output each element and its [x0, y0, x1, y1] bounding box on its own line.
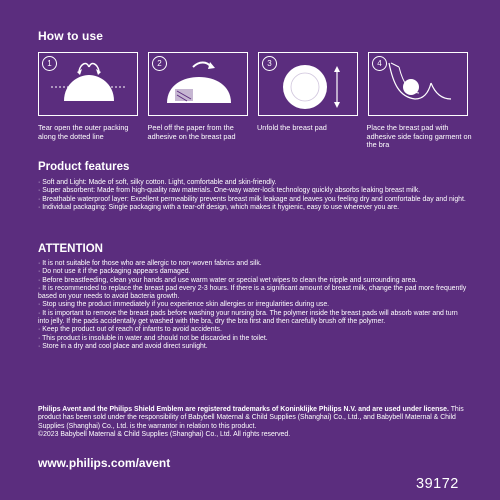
attention-item: · It is recommended to replace the breast pad every 2-3 hours. If there is a significant amount of breast milk, change the pad more frequently based on your needs to avoid bacteria growth.: [38, 285, 468, 302]
step-4-panel: [368, 52, 468, 116]
how-to-use-title: How to use: [38, 29, 104, 43]
copyright-notice: ©2023 Babybell Maternal & Child Supplies (Shanghai) Co., Ltd. All rights reserved.: [38, 431, 291, 439]
attention-item: · It is not suitable for those who are allergic to non-woven fabrics and silk.: [38, 260, 468, 268]
product-code: 39172: [416, 476, 459, 492]
step-4-number: 4: [372, 56, 387, 71]
website-url: www.philips.com/avent: [38, 456, 171, 470]
attention-item: · Store in a dry and cool place and avoid direct sunlight.: [38, 343, 468, 351]
step-2-caption: Peel off the paper from the adhesive on the breast pad: [147, 123, 236, 141]
product-features-list: [38, 179, 468, 212]
trademark-notice: Philips Avent and the Philips Shield Emblem are registered trademarks of Koninklijke Philips N.V. and are used under license.: [38, 406, 449, 413]
steps-row: [38, 52, 468, 116]
step-2-panel: [148, 52, 248, 116]
product-features-heading: Product features: [38, 161, 130, 173]
step-3-number: 3: [262, 56, 277, 71]
step-4-caption: Place the breast pad with adhesive side facing garment on the bra: [366, 123, 472, 150]
step-1-panel: [38, 52, 138, 116]
step-1-caption: Tear open the outer packing along the dotted line: [38, 123, 129, 141]
attention-item: · Stop using the product immediately if you experience skin allergies or irregularities during use.: [38, 301, 468, 309]
step-captions: [38, 124, 478, 150]
legal-notice: [38, 406, 468, 440]
feature-item: · Individual packaging: Single packaging with a tear-off design, which makes it hygienic, easy to use wherever you are.: [38, 204, 468, 212]
attention-item: · Keep the product out of reach of infants to avoid accidents.: [38, 326, 468, 334]
attention-list: [38, 260, 468, 351]
attention-heading: ATTENTION: [38, 243, 103, 255]
feature-item: · Super absorbent: Made from high-quality raw materials. One-way water-lock technology quickly absorbs leaking breast milk.: [38, 187, 468, 195]
step-3-panel: [258, 52, 358, 116]
attention-item: · Before breastfeeding, clean your hands and use warm water or special wet wipes to clean the nipple and surrounding area.: [38, 277, 468, 285]
distribution-notice: This product has been sold under the responsibility of Babybell Maternal & Child Supplies (Shanghai) Co., Ltd., and Babybell Maternal & Child Supplies (Shanghai) Co., Ltd. is the warrantor in relation to this product.: [38, 406, 464, 430]
feature-item: · Soft and Light: Made of soft, silky cotton. Light, comfortable and skin-friendly.: [38, 179, 468, 187]
attention-item: · It is important to remove the breast pads before washing your nursing bra. The polymer inside the breast pads will absorb water and turn into jelly. If the pads accidentally get washed with the bra, dry the bra first and then carefully brush off the polymer.: [38, 310, 468, 327]
step-1-number: 1: [42, 56, 57, 71]
step-3-caption: Unfold the breast pad: [257, 123, 327, 132]
attention-item: · Do not use it if the packaging appears damaged.: [38, 268, 468, 276]
step-2-number: 2: [152, 56, 167, 71]
feature-item: · Breathable waterproof layer: Excellent permeability prevents breast milk leakage and leaves you feeling dry and comfortable day and night.: [38, 196, 468, 204]
attention-item: · This product is insoluble in water and should not be discarded in the toilet.: [38, 335, 468, 343]
